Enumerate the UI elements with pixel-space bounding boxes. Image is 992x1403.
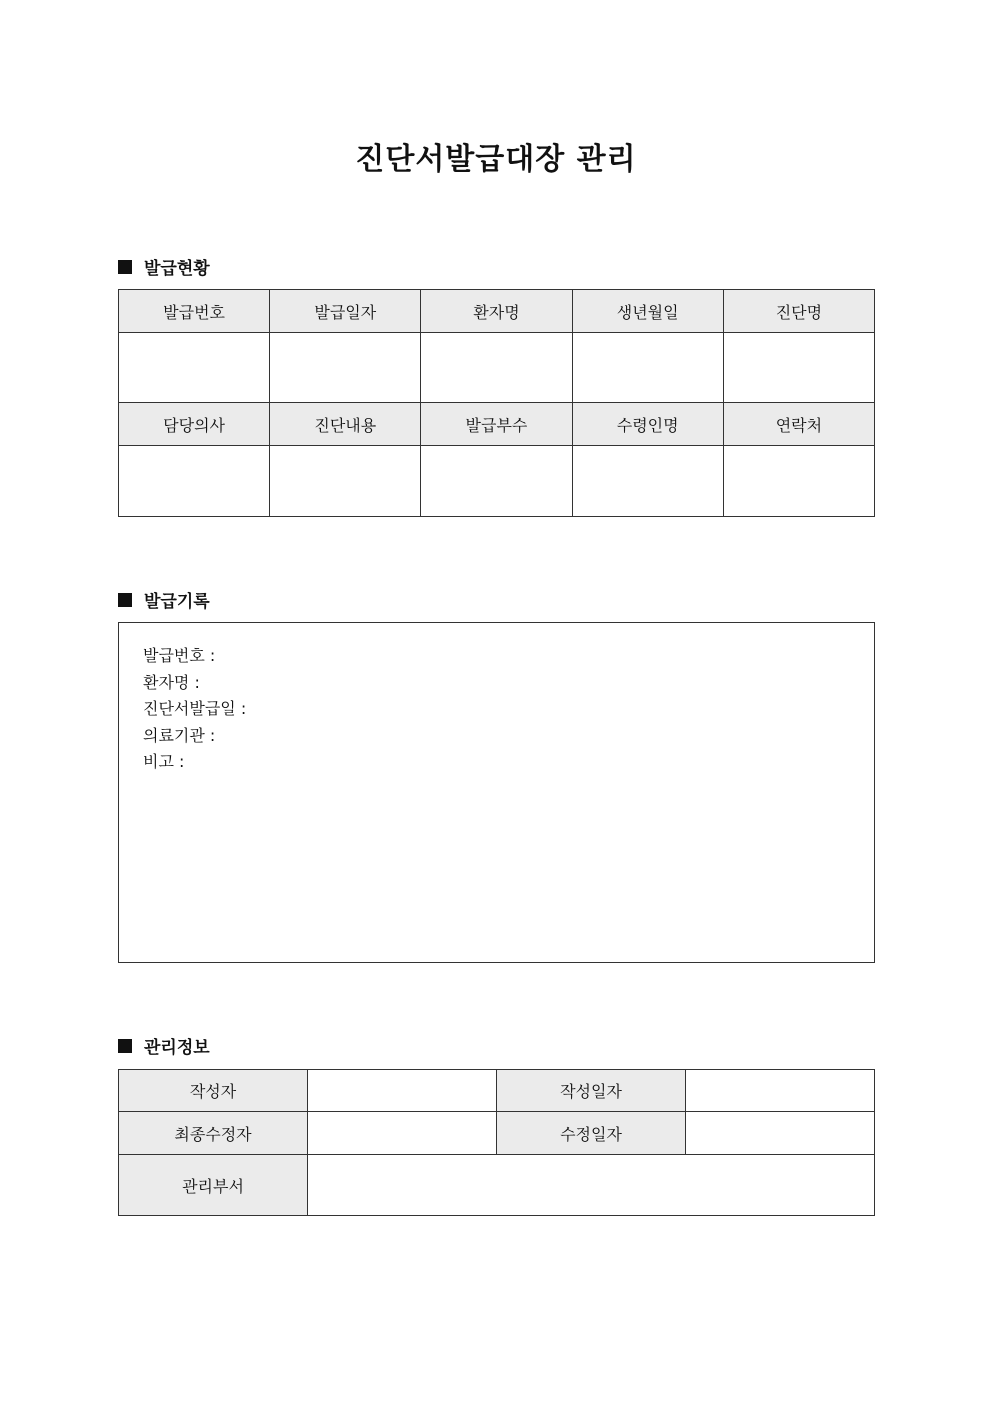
info-row (119, 1155, 875, 1216)
header-cell-recipient: 수령인명 (572, 403, 723, 446)
patient-name-field[interactable] (421, 333, 572, 403)
header-cell-birth-date: 생년월일 (572, 290, 723, 333)
section-heading-management-info (118, 1033, 210, 1058)
section-heading-issuance-status (118, 254, 210, 279)
header-cell-doctor: 담당의사 (119, 403, 270, 446)
header-cell-issue-date: 발급일자 (270, 290, 421, 333)
label-edit-date: 수정일자 (497, 1112, 686, 1155)
edit-date-field[interactable] (686, 1112, 875, 1155)
header-row (119, 403, 875, 446)
label-write-date: 작성일자 (497, 1070, 686, 1112)
doctor-field[interactable] (119, 446, 270, 517)
header-cell-diagnosis-name: 진단명 (723, 290, 874, 333)
record-line-patient-name: 환자명 : (143, 672, 200, 692)
issue-date-field[interactable] (270, 333, 421, 403)
diagnosis-name-field[interactable] (723, 333, 874, 403)
section-heading-label: 발급기록 (144, 592, 210, 612)
section-heading-label: 관리정보 (144, 1038, 210, 1058)
recipient-field[interactable] (572, 446, 723, 517)
label-last-editor: 최종수정자 (119, 1112, 308, 1155)
header-cell-patient-name: 환자명 (421, 290, 572, 333)
square-bullet-icon (118, 1039, 132, 1053)
issue-number-field[interactable] (119, 333, 270, 403)
header-cell-contact: 연락처 (723, 403, 874, 446)
header-cell-issue-number: 발급번호 (119, 290, 270, 333)
management-info-table (118, 1069, 875, 1216)
input-row (119, 446, 875, 517)
page-title: 진단서발급대장 관리 (355, 142, 637, 177)
section-heading-label: 발급현황 (144, 259, 210, 279)
square-bullet-icon (118, 593, 132, 607)
record-lines (143, 643, 246, 776)
copies-field[interactable] (421, 446, 572, 517)
section-heading-issuance-record (118, 587, 210, 612)
last-editor-field[interactable] (308, 1112, 497, 1155)
header-row (119, 290, 875, 333)
input-row (119, 333, 875, 403)
record-line-issue-number: 발급번호 : (143, 646, 216, 665)
diagnosis-detail-field[interactable] (270, 446, 421, 517)
info-row (119, 1070, 875, 1112)
contact-field[interactable] (723, 446, 874, 517)
record-line-remarks: 비고 : (143, 752, 185, 771)
record-line-medical-institution: 의료기관 : (143, 725, 216, 745)
header-cell-copies: 발급부수 (421, 403, 572, 446)
info-row (119, 1112, 875, 1155)
writer-field[interactable] (308, 1070, 497, 1112)
square-bullet-icon (118, 260, 132, 274)
record-line-issue-date: 진단서발급일 : (143, 699, 247, 718)
write-date-field[interactable] (686, 1070, 875, 1112)
issuance-record-box[interactable] (118, 622, 875, 963)
label-department: 관리부서 (119, 1155, 308, 1216)
label-writer: 작성자 (119, 1070, 308, 1112)
header-cell-diagnosis-detail: 진단내용 (270, 403, 421, 446)
department-field[interactable] (308, 1155, 875, 1216)
birth-date-field[interactable] (572, 333, 723, 403)
issuance-status-table (118, 289, 875, 517)
